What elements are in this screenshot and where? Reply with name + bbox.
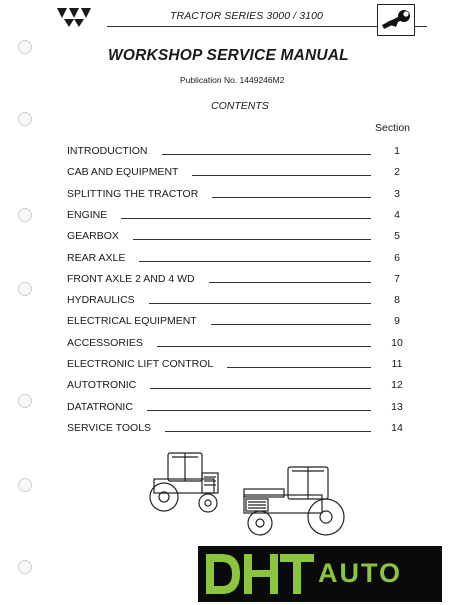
publication-number: Publication No. 1449246M2 [180,75,285,85]
toc-leader-rule [192,175,371,176]
toc-title: ELECTRICAL EQUIPMENT [67,315,197,328]
toc-section-number: 5 [394,230,400,243]
toc-section-number: 1 [394,145,400,157]
toc-title: REAR AXLE [67,251,126,264]
toc-leader-rule [211,324,371,325]
toc-title: ENGINE [67,208,108,221]
toc-leader-rule [162,154,371,155]
toc-row [67,145,407,159]
toc-title: DATATRONIC [67,400,133,413]
toc-leader-rule [133,239,371,240]
toc-title: FRONT AXLE 2 AND 4 WD [67,272,195,285]
toc-section-number: 12 [391,379,403,392]
section-column-heading: Section [375,122,411,134]
toc-leader-rule [209,282,371,283]
toc-leader-rule [157,346,371,347]
contents-heading: CONTENTS [211,100,269,112]
toc-title: GEARBOX [67,230,119,243]
toc-leader-rule [150,388,371,389]
toc-title: CAB AND EQUIPMENT [67,166,179,179]
toc-title: SPLITTING THE TRACTOR [67,187,199,200]
toc-section-number: 10 [391,336,403,349]
toc-leader-rule [227,367,371,368]
toc-row [67,273,407,287]
toc-leader-rule [121,218,371,219]
toc-leader-rule [147,410,371,411]
toc-section-number: 9 [394,315,400,328]
toc-row [67,230,407,244]
toc-title: ACCESSORIES [67,336,143,349]
toc-section-number: 14 [391,421,403,434]
toc-leader-rule [139,261,371,262]
toc-leader-rule [149,303,371,304]
toc-title: SERVICE TOOLS [67,421,152,434]
toc-title: AUTOTRONIC [67,379,137,392]
toc-row [67,358,407,372]
toc-title: INTRODUCTION [67,145,148,157]
toc-row [67,209,407,223]
toc-row [67,188,407,202]
toc-row [67,422,407,436]
toc-row [67,294,407,308]
toc-section-number: 7 [394,272,400,285]
toc-section-number: 3 [394,187,400,200]
toc-title: HYDRAULICS [67,294,135,307]
brand-logo-icon [200,546,318,602]
brand-watermark [198,546,442,602]
toc-row [67,252,407,266]
document-title: WORKSHOP SERVICE MANUAL [108,47,349,64]
toc-leader-rule [212,197,371,198]
toc-row [67,379,407,393]
toc-section-number: 13 [391,400,403,413]
toc-row [67,337,407,351]
toc-section-number: 6 [394,251,400,264]
toc-row [67,401,407,415]
toc-row [67,315,407,329]
tractor-illustration [140,445,350,545]
toc-title: ELECTRONIC LIFT CONTROL [67,358,214,370]
brand-text: AUTO [318,558,403,588]
toc-row [67,166,407,180]
toc-section-number: 8 [394,294,400,307]
series-title: TRACTOR SERIES 3000 / 3100 [170,10,323,22]
toc-leader-rule [165,431,371,432]
toc-section-number: 4 [394,208,400,221]
toc-section-number: 2 [394,166,400,179]
toc-section-number: 11 [391,358,403,370]
